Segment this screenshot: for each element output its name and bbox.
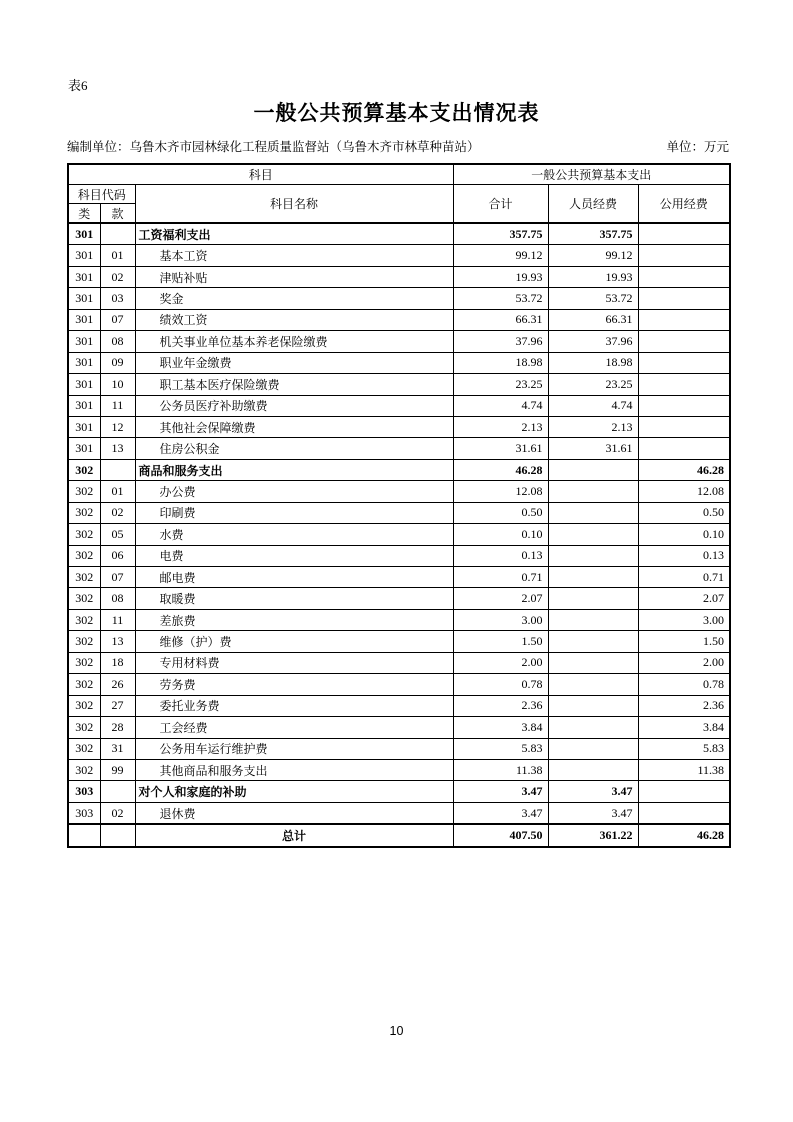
cell-class-code: 302	[68, 481, 100, 502]
cell-personnel: 99.12	[548, 245, 638, 266]
table-row	[68, 609, 730, 630]
table-row	[68, 395, 730, 416]
cell-class-code: 302	[68, 459, 100, 480]
cell-subject-name: 其他商品和服务支出	[135, 759, 453, 780]
cell-subject-name: 工会经费	[135, 717, 453, 738]
header-public-funds: 公用经费	[638, 185, 730, 224]
cell-public-funds: 1.50	[638, 631, 730, 652]
cell-section-code: 31	[100, 738, 135, 759]
cell-personnel: 2.13	[548, 416, 638, 437]
cell-public-funds	[638, 309, 730, 330]
cell-class-code: 301	[68, 331, 100, 352]
table-row	[68, 652, 730, 673]
cell-public-funds	[638, 331, 730, 352]
cell-personnel: 19.93	[548, 266, 638, 287]
cell-personnel	[548, 502, 638, 523]
cell-section-code	[100, 223, 135, 245]
table-row	[68, 738, 730, 759]
cell-total: 37.96	[453, 331, 548, 352]
cell-total: 2.36	[453, 695, 548, 716]
cell-section-code: 09	[100, 352, 135, 373]
cell-public-funds: 2.07	[638, 588, 730, 609]
cell-subject-name: 职工基本医疗保险缴费	[135, 374, 453, 395]
cell-personnel	[548, 459, 638, 480]
cell-personnel	[548, 524, 638, 545]
cell-personnel	[548, 567, 638, 588]
cell-subject-name: 印刷费	[135, 502, 453, 523]
cell-class-code: 301	[68, 416, 100, 437]
cell-public-funds: 2.00	[638, 652, 730, 673]
cell-class-code: 302	[68, 609, 100, 630]
cell-section-code: 27	[100, 695, 135, 716]
cell-subject-name: 商品和服务支出	[135, 459, 453, 480]
cell-section-code: 12	[100, 416, 135, 437]
cell-section-code: 03	[100, 288, 135, 309]
table-row	[68, 288, 730, 309]
cell-public-funds	[638, 438, 730, 459]
cell-section-code: 26	[100, 674, 135, 695]
cell-section-code: 13	[100, 438, 135, 459]
cell-subject-name: 对个人和家庭的补助	[135, 781, 453, 802]
page-title: 一般公共预算基本支出情况表	[253, 102, 540, 125]
total-label: 总计	[135, 824, 453, 846]
cell-total: 31.61	[453, 438, 548, 459]
table-row	[68, 223, 730, 245]
cell-total: 2.07	[453, 588, 548, 609]
total-public-funds: 46.28	[638, 824, 730, 846]
header-subject-code: 科目代码	[68, 185, 135, 204]
cell-personnel	[548, 695, 638, 716]
table-row	[68, 781, 730, 802]
cell-class-code: 303	[68, 781, 100, 802]
total-personnel: 361.22	[548, 824, 638, 846]
cell-subject-name: 工资福利支出	[135, 223, 453, 245]
table-row	[68, 438, 730, 459]
cell-personnel	[548, 652, 638, 673]
header-row-groups	[68, 164, 730, 185]
cell-total: 3.47	[453, 781, 548, 802]
cell-total: 2.00	[453, 652, 548, 673]
cell-section-code: 08	[100, 588, 135, 609]
cell-public-funds: 0.78	[638, 674, 730, 695]
cell-subject-name: 水费	[135, 524, 453, 545]
cell-personnel	[548, 674, 638, 695]
cell-total: 99.12	[453, 245, 548, 266]
cell-personnel: 18.98	[548, 352, 638, 373]
cell-class-code	[68, 824, 100, 846]
cell-section-code: 07	[100, 567, 135, 588]
table-row	[68, 331, 730, 352]
cell-personnel	[548, 545, 638, 566]
table-header	[68, 164, 730, 223]
cell-total: 3.84	[453, 717, 548, 738]
table-row	[68, 481, 730, 502]
page-number: 10	[389, 1024, 404, 1038]
cell-class-code: 301	[68, 374, 100, 395]
cell-total: 66.31	[453, 309, 548, 330]
cell-section-code: 06	[100, 545, 135, 566]
table-row	[68, 545, 730, 566]
total-amount: 407.50	[453, 824, 548, 846]
cell-subject-name: 委托业务费	[135, 695, 453, 716]
table-row	[68, 674, 730, 695]
cell-subject-name: 公务员医疗补助缴费	[135, 395, 453, 416]
cell-section-code: 11	[100, 609, 135, 630]
cell-public-funds	[638, 288, 730, 309]
cell-class-code: 301	[68, 266, 100, 287]
cell-public-funds	[638, 352, 730, 373]
cell-section-code	[100, 459, 135, 480]
table-row	[68, 759, 730, 780]
cell-section-code: 02	[100, 802, 135, 824]
cell-personnel: 37.96	[548, 331, 638, 352]
cell-section-code: 28	[100, 717, 135, 738]
cell-class-code: 301	[68, 352, 100, 373]
cell-public-funds: 0.71	[638, 567, 730, 588]
cell-public-funds: 12.08	[638, 481, 730, 502]
cell-public-funds	[638, 781, 730, 802]
table-footer	[68, 824, 730, 846]
cell-class-code: 302	[68, 759, 100, 780]
header-total: 合计	[453, 185, 548, 224]
cell-total: 12.08	[453, 481, 548, 502]
unit-label: 单位：万元	[666, 140, 729, 154]
cell-section-code: 07	[100, 309, 135, 330]
cell-total: 3.00	[453, 609, 548, 630]
header-section: 款	[100, 204, 135, 224]
table-row	[68, 588, 730, 609]
cell-section-code: 99	[100, 759, 135, 780]
cell-total: 5.83	[453, 738, 548, 759]
budget-table	[67, 163, 731, 848]
cell-section-code: 08	[100, 331, 135, 352]
cell-class-code: 301	[68, 288, 100, 309]
cell-class-code: 302	[68, 588, 100, 609]
cell-total: 0.10	[453, 524, 548, 545]
table-row	[68, 309, 730, 330]
cell-personnel: 357.75	[548, 223, 638, 245]
cell-total: 4.74	[453, 395, 548, 416]
cell-personnel: 53.72	[548, 288, 638, 309]
cell-total: 0.71	[453, 567, 548, 588]
table-number-label: 表6	[68, 78, 88, 93]
cell-total: 18.98	[453, 352, 548, 373]
cell-personnel: 23.25	[548, 374, 638, 395]
cell-total: 53.72	[453, 288, 548, 309]
cell-total: 2.13	[453, 416, 548, 437]
header-class: 类	[68, 204, 100, 224]
cell-personnel: 4.74	[548, 395, 638, 416]
cell-subject-name: 绩效工资	[135, 309, 453, 330]
cell-section-code: 02	[100, 502, 135, 523]
cell-section-code: 18	[100, 652, 135, 673]
table-row	[68, 802, 730, 824]
cell-total: 1.50	[453, 631, 548, 652]
cell-total: 0.50	[453, 502, 548, 523]
cell-section-code: 13	[100, 631, 135, 652]
cell-public-funds: 0.13	[638, 545, 730, 566]
cell-public-funds	[638, 802, 730, 824]
cell-personnel: 3.47	[548, 802, 638, 824]
cell-total: 0.13	[453, 545, 548, 566]
cell-class-code: 302	[68, 695, 100, 716]
cell-total: 23.25	[453, 374, 548, 395]
cell-public-funds: 3.00	[638, 609, 730, 630]
cell-subject-name: 机关事业单位基本养老保险缴费	[135, 331, 453, 352]
header-row-columns	[68, 185, 730, 204]
cell-public-funds: 11.38	[638, 759, 730, 780]
table-row	[68, 416, 730, 437]
cell-subject-name: 基本工资	[135, 245, 453, 266]
info-line	[67, 139, 729, 156]
table-row	[68, 631, 730, 652]
cell-public-funds: 5.83	[638, 738, 730, 759]
header-budget-group: 一般公共预算基本支出	[453, 164, 730, 185]
cell-public-funds	[638, 245, 730, 266]
cell-class-code: 301	[68, 223, 100, 245]
cell-total: 11.38	[453, 759, 548, 780]
prepared-by-label: 编制单位：乌鲁木齐市园林绿化工程质量监督站（乌鲁木齐市林草种苗站）	[67, 140, 480, 154]
cell-subject-name: 住房公积金	[135, 438, 453, 459]
table-row	[68, 567, 730, 588]
cell-section-code: 02	[100, 266, 135, 287]
cell-subject-name: 邮电费	[135, 567, 453, 588]
cell-total: 357.75	[453, 223, 548, 245]
cell-class-code: 302	[68, 567, 100, 588]
cell-public-funds	[638, 374, 730, 395]
table-row	[68, 717, 730, 738]
cell-class-code: 302	[68, 524, 100, 545]
cell-subject-name: 津贴补贴	[135, 266, 453, 287]
cell-public-funds	[638, 223, 730, 245]
cell-class-code: 302	[68, 545, 100, 566]
cell-class-code: 303	[68, 802, 100, 824]
cell-total: 3.47	[453, 802, 548, 824]
cell-subject-name: 差旅费	[135, 609, 453, 630]
cell-public-funds: 46.28	[638, 459, 730, 480]
cell-class-code: 302	[68, 717, 100, 738]
cell-personnel: 31.61	[548, 438, 638, 459]
cell-subject-name: 专用材料费	[135, 652, 453, 673]
cell-personnel	[548, 631, 638, 652]
cell-personnel: 3.47	[548, 781, 638, 802]
cell-class-code: 301	[68, 245, 100, 266]
table-row	[68, 524, 730, 545]
cell-personnel	[548, 588, 638, 609]
cell-public-funds: 0.10	[638, 524, 730, 545]
table-row	[68, 245, 730, 266]
cell-section-code: 10	[100, 374, 135, 395]
cell-public-funds: 2.36	[638, 695, 730, 716]
cell-section-code: 05	[100, 524, 135, 545]
header-subject-group: 科目	[68, 164, 453, 185]
cell-class-code: 301	[68, 309, 100, 330]
table-row	[68, 374, 730, 395]
cell-subject-name: 维修（护）费	[135, 631, 453, 652]
header-personnel: 人员经费	[548, 185, 638, 224]
cell-personnel	[548, 759, 638, 780]
cell-section-code	[100, 824, 135, 846]
cell-class-code: 302	[68, 631, 100, 652]
cell-subject-name: 劳务费	[135, 674, 453, 695]
cell-personnel	[548, 717, 638, 738]
cell-public-funds: 3.84	[638, 717, 730, 738]
cell-public-funds	[638, 395, 730, 416]
table-row	[68, 459, 730, 480]
table-row	[68, 266, 730, 287]
table-row	[68, 352, 730, 373]
cell-subject-name: 退休费	[135, 802, 453, 824]
cell-subject-name: 电费	[135, 545, 453, 566]
table-row	[68, 695, 730, 716]
cell-personnel	[548, 481, 638, 502]
cell-section-code: 01	[100, 245, 135, 266]
table-body	[68, 223, 730, 824]
cell-subject-name: 职业年金缴费	[135, 352, 453, 373]
cell-personnel	[548, 609, 638, 630]
cell-personnel: 66.31	[548, 309, 638, 330]
cell-total: 19.93	[453, 266, 548, 287]
cell-public-funds: 0.50	[638, 502, 730, 523]
cell-class-code: 302	[68, 502, 100, 523]
total-row	[68, 824, 730, 846]
table-row	[68, 502, 730, 523]
cell-class-code: 302	[68, 652, 100, 673]
cell-subject-name: 其他社会保障缴费	[135, 416, 453, 437]
cell-subject-name: 公务用车运行维护费	[135, 738, 453, 759]
cell-subject-name: 取暖费	[135, 588, 453, 609]
cell-total: 46.28	[453, 459, 548, 480]
cell-section-code: 01	[100, 481, 135, 502]
cell-public-funds	[638, 266, 730, 287]
cell-class-code: 302	[68, 674, 100, 695]
cell-class-code: 301	[68, 438, 100, 459]
cell-total: 0.78	[453, 674, 548, 695]
header-subject-name: 科目名称	[135, 185, 453, 224]
cell-subject-name: 奖金	[135, 288, 453, 309]
cell-class-code: 302	[68, 738, 100, 759]
cell-section-code: 11	[100, 395, 135, 416]
cell-class-code: 301	[68, 395, 100, 416]
cell-section-code	[100, 781, 135, 802]
cell-subject-name: 办公费	[135, 481, 453, 502]
cell-personnel	[548, 738, 638, 759]
cell-public-funds	[638, 416, 730, 437]
